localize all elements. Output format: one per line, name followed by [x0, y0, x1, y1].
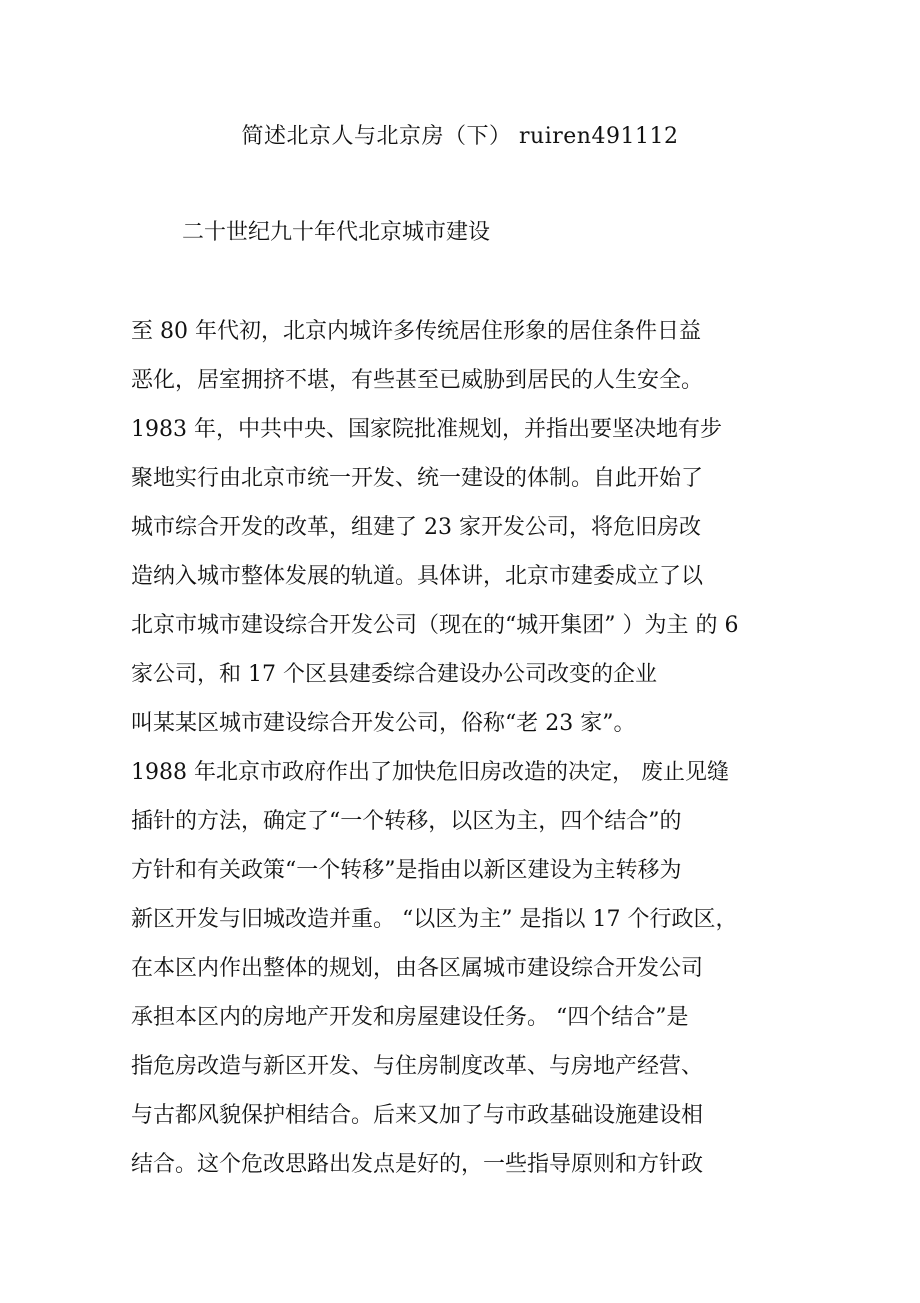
body-line: 恶化，居室拥挤不堪，有些甚至已威胁到居民的人生安全。	[131, 368, 704, 393]
body-line: 新区开发与旧城改造并重。 “以区为主” 是指以 17 个行政区，	[131, 907, 738, 932]
body-text	[131, 307, 891, 1189]
body-line: 1988 年北京市政府作出了加快危旧房改造的决定， 废止见缝	[131, 760, 729, 785]
document-title: 简述北京人与北京房（下） ruiren491112	[241, 124, 679, 149]
body-line: 方针和有关政策“一个转移”是指由以新区建设为主转移为	[131, 858, 682, 883]
body-line: 1983 年，中共中央、国家院批准规划，并指出要坚决地有步	[131, 417, 722, 442]
body-line: 北京市城市建设综合开发公司（现在的“城开集团” ）为主 的 6	[131, 613, 739, 638]
body-line: 城市综合开发的改革，组建了 23 家开发公司，将危旧房改	[131, 515, 701, 540]
body-line: 插针的方法，确定了“一个转移，以区为主，四个结合”的	[131, 809, 682, 834]
body-line: 承担本区内的房地产开发和房屋建设任务。 “四个结合”是	[131, 1005, 689, 1030]
body-line: 聚地实行由北京市统一开发、统一建设的体制。自此开始了	[131, 466, 704, 491]
body-line: 与古都风貌保护相结合。后来又加了与市政基础设施建设相	[131, 1103, 704, 1128]
body-line: 在本区内作出整体的规划，由各区属城市建设综合开发公司	[131, 956, 704, 981]
body-line: 至 80 年代初，北京内城许多传统居住形象的居住条件日益	[131, 319, 701, 344]
body-line: 家公司，和 17 个区县建委综合建设办公司改变的企业	[131, 662, 657, 687]
document-subtitle: 二十世纪九十年代北京城市建设	[182, 220, 491, 245]
body-line: 造纳入城市整体发展的轨道。具体讲，北京市建委成立了以	[131, 564, 704, 589]
body-line: 结合。这个危改思路出发点是好的，一些指导原则和方针政	[131, 1152, 704, 1177]
body-line: 叫某某区城市建设综合开发公司，俗称“老 23 家”。	[131, 711, 636, 736]
body-line: 指危房改造与新区开发、与住房制度改革、与房地产经营、	[131, 1054, 704, 1079]
